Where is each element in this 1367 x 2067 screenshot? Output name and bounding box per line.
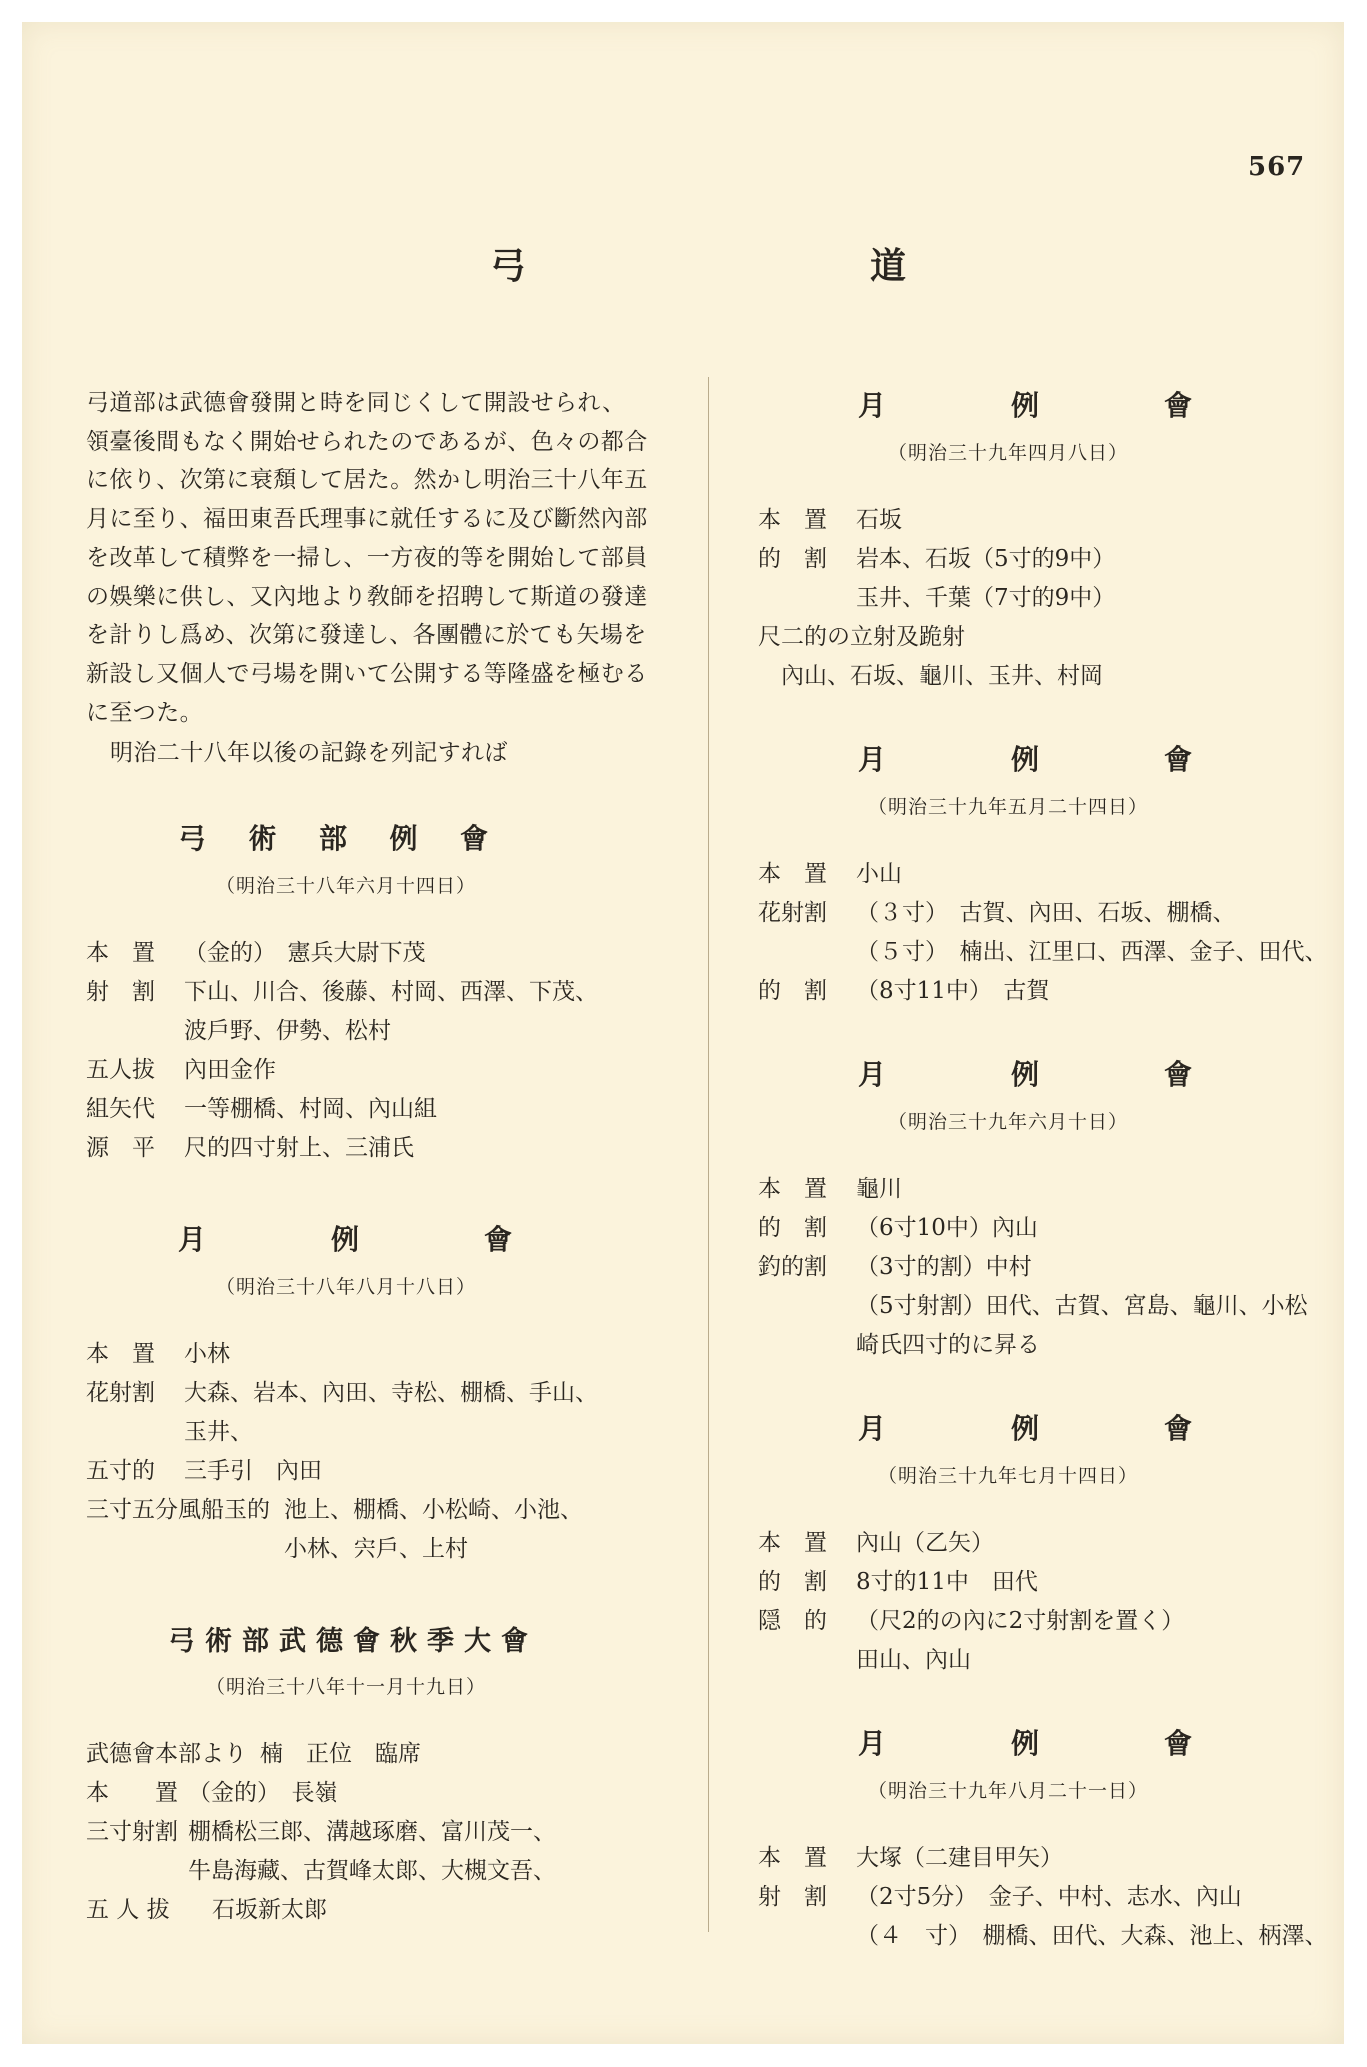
entry-key: 隠 的 bbox=[758, 1608, 827, 1634]
entry-row bbox=[86, 1813, 692, 1852]
entry-row bbox=[86, 1491, 692, 1530]
section-heading bbox=[178, 817, 488, 857]
entry-key bbox=[86, 1413, 184, 1452]
left-sections bbox=[86, 817, 692, 1930]
entry-row bbox=[758, 1839, 1330, 1878]
entry-text: 尺二的の立射及跪射 bbox=[758, 624, 965, 650]
section bbox=[758, 1407, 1330, 1680]
entry-key: 武德會本部より bbox=[86, 1741, 247, 1768]
intro-line: 月に至り、福田東吾氏理事に就任するに及び斷然內部 bbox=[86, 506, 648, 533]
entry-row bbox=[86, 1374, 692, 1413]
entry-value: （5寸射割）田代、古賀、宮島、龜川、小松 bbox=[856, 1293, 1308, 1319]
entry-key: 本 置 bbox=[758, 1530, 827, 1556]
entry-row bbox=[758, 894, 1330, 933]
section-heading-char: 會 bbox=[1163, 1727, 1192, 1760]
section-entries bbox=[86, 934, 692, 1168]
entry-value: 牛島海藏、古賀峰太郞、大槻文吾、 bbox=[188, 1858, 556, 1885]
section-heading bbox=[858, 1722, 1192, 1762]
entry-row bbox=[758, 618, 1330, 657]
entry-value: （金的） 憲兵大尉下茂 bbox=[184, 940, 426, 967]
section-entries bbox=[86, 1735, 692, 1930]
section-date: （明治三十九年四月八日） bbox=[887, 442, 1128, 464]
section-date: （明治三十九年五月二十四日） bbox=[867, 796, 1148, 818]
entry-key: 釣的割 bbox=[758, 1254, 827, 1280]
entry-key bbox=[758, 933, 856, 972]
entry-value: 大森、岩本、內田、寺松、棚橋、手山、 bbox=[184, 1380, 598, 1407]
section-heading bbox=[168, 1619, 528, 1658]
intro-line: に至つた。 bbox=[86, 699, 203, 726]
entry-value: 內田金作 bbox=[184, 1057, 276, 1084]
section-heading-char: 例 bbox=[1010, 1412, 1039, 1445]
entry-value: 池上、棚橋、小松崎、小池、 bbox=[284, 1497, 583, 1524]
entry-value: （6寸10中）內山 bbox=[856, 1215, 1038, 1241]
intro-line: の娛樂に供し、又內地より敎師を招聘して斯道の發達 bbox=[86, 583, 648, 610]
entry-key: 五寸的 bbox=[86, 1458, 155, 1485]
entry-key: 三寸五分風船玉的 bbox=[86, 1497, 270, 1524]
left-column bbox=[86, 384, 692, 1930]
page-number: 567 bbox=[1248, 152, 1306, 182]
intro-line: 領臺後間もなく開始せられたのであるが、色々の都合 bbox=[86, 428, 648, 455]
section-entries bbox=[758, 1524, 1330, 1680]
entry-row bbox=[758, 1248, 1330, 1287]
entry-row bbox=[86, 1335, 692, 1374]
section-date: （明治三十八年八月十八日） bbox=[215, 1276, 476, 1299]
entry-value: 石坂新太郞 bbox=[212, 1897, 327, 1924]
entry-value: （４ 寸） 棚橋、田代、大森、池上、柄澤、 bbox=[856, 1923, 1328, 1949]
entry-value: 岩本、石坂（5寸的9中） bbox=[856, 546, 1116, 572]
entry-value: 下山、川合、後藤、村岡、西澤、下茂、 bbox=[184, 979, 598, 1006]
intro-line: 弓道部は武德會發開と時を同じくして開設せられ、 bbox=[86, 390, 626, 416]
entry-row bbox=[86, 1012, 692, 1051]
entry-row bbox=[86, 1891, 692, 1930]
entry-value: 小山 bbox=[856, 861, 902, 887]
section-entries bbox=[758, 501, 1330, 696]
entry-key: 的 割 bbox=[758, 546, 827, 572]
entry-row bbox=[758, 579, 1330, 618]
entry-value: 玉井、 bbox=[184, 1419, 253, 1446]
entry-row bbox=[86, 934, 692, 973]
section-heading-char: 月 bbox=[858, 389, 887, 422]
entry-row bbox=[758, 1524, 1330, 1563]
entry-row bbox=[86, 1413, 692, 1452]
entry-value: 內山（乙矢） bbox=[856, 1530, 994, 1556]
section-heading-char: 大 bbox=[464, 1626, 491, 1658]
entry-key: 射 割 bbox=[758, 1884, 827, 1910]
entry-text: 內山、石坂、龜川、玉井、村岡 bbox=[758, 663, 1103, 689]
section-heading-char: 術 bbox=[248, 822, 277, 856]
section-heading-char: 弓 bbox=[178, 822, 207, 856]
entry-row bbox=[86, 1852, 692, 1891]
section-heading-char: 會 bbox=[483, 1223, 512, 1257]
entry-row bbox=[86, 1051, 692, 1090]
right-column bbox=[758, 384, 1330, 1956]
section-heading bbox=[858, 738, 1192, 778]
entry-key: 本 置 bbox=[86, 940, 155, 967]
section-entries bbox=[758, 855, 1330, 1011]
section-entries bbox=[86, 1335, 692, 1569]
entry-row bbox=[758, 1878, 1330, 1917]
page-title-right: 道 bbox=[870, 245, 907, 287]
entry-value: 崎氏四寸的に昇る bbox=[856, 1332, 1040, 1358]
section-heading-char: 例 bbox=[1010, 743, 1039, 776]
section bbox=[758, 1722, 1330, 1956]
section bbox=[86, 1218, 692, 1569]
entry-key: 的 割 bbox=[758, 978, 827, 1004]
section-heading-char: 秋 bbox=[390, 1626, 417, 1658]
entry-key: 的 割 bbox=[758, 1569, 827, 1595]
intro-line: を計りし爲め、次第に發達し、各團體に於ても矢場を bbox=[86, 622, 647, 649]
entry-key bbox=[758, 1287, 856, 1326]
entry-key: 源 平 bbox=[86, 1135, 155, 1162]
section-heading-char: 會 bbox=[1163, 1058, 1192, 1091]
section bbox=[758, 738, 1330, 1011]
section-heading-char: 月 bbox=[858, 1412, 887, 1445]
section bbox=[758, 384, 1330, 696]
entry-value: 一等棚橋、村岡、內山組 bbox=[184, 1096, 437, 1123]
section-heading-char: 例 bbox=[330, 1223, 359, 1257]
entry-row bbox=[758, 1563, 1330, 1602]
section-date: （明治三十九年七月十四日） bbox=[877, 1465, 1138, 1487]
section bbox=[86, 1619, 692, 1930]
entry-row bbox=[758, 1602, 1330, 1641]
entry-row bbox=[86, 1530, 692, 1569]
section-heading-char: 術 bbox=[205, 1626, 232, 1658]
entry-row bbox=[758, 972, 1330, 1011]
section-heading bbox=[178, 1218, 512, 1258]
section-entries bbox=[758, 1839, 1330, 1956]
section-heading-char: 月 bbox=[858, 743, 887, 776]
entry-row bbox=[86, 973, 692, 1012]
section-heading bbox=[858, 384, 1192, 424]
column-divider bbox=[708, 377, 709, 1932]
entry-key bbox=[86, 1530, 284, 1569]
entry-key bbox=[758, 1641, 856, 1680]
entry-key bbox=[86, 1852, 188, 1891]
section-heading-char: 月 bbox=[858, 1727, 887, 1760]
section-heading-char: 會 bbox=[459, 822, 488, 856]
entry-key: 的 割 bbox=[758, 1215, 827, 1241]
section-heading-char: 例 bbox=[1010, 389, 1039, 422]
document-page bbox=[22, 22, 1344, 2044]
intro-line: に依り、次第に衰頽して居た。然かし明治三十八年五 bbox=[86, 467, 648, 494]
entry-value: （2寸5分） 金子、中村、志水、內山 bbox=[856, 1884, 1242, 1910]
entry-key: 本 置 bbox=[758, 1845, 827, 1871]
entry-row bbox=[86, 1735, 692, 1774]
entry-key: 花射割 bbox=[758, 900, 827, 926]
page-title-left: 弓 bbox=[490, 245, 527, 287]
entry-row bbox=[758, 855, 1330, 894]
entry-value: （3寸的割）中村 bbox=[856, 1254, 1032, 1280]
section-heading-char: 部 bbox=[242, 1626, 269, 1658]
section-heading bbox=[858, 1407, 1192, 1447]
intro-closing: 明治二十八年以後の記錄を列記すれば bbox=[110, 740, 508, 767]
section-date: （明治三十八年十一月十九日） bbox=[205, 1676, 486, 1699]
section-heading-char: 會 bbox=[353, 1626, 380, 1658]
entry-value: （金的） 長嶺 bbox=[188, 1780, 338, 1807]
right-sections bbox=[758, 384, 1330, 1956]
entry-row bbox=[758, 1287, 1330, 1326]
entry-key: 五人拔 bbox=[86, 1057, 155, 1084]
intro-line: 新設し又個人で弓場を開いて公開する等隆盛を極むる bbox=[86, 660, 648, 687]
entry-key: 本 置 bbox=[86, 1341, 155, 1368]
entry-value: 大塚（二建目甲矢） bbox=[856, 1845, 1063, 1871]
section-heading bbox=[858, 1053, 1192, 1093]
section-heading-char: 會 bbox=[501, 1626, 528, 1658]
entry-key: 本 置 bbox=[758, 861, 827, 887]
entry-key: 五 人 拔 bbox=[86, 1897, 170, 1924]
entry-key: 射 割 bbox=[86, 979, 155, 1006]
entry-row bbox=[758, 657, 1330, 696]
entry-row bbox=[758, 933, 1330, 972]
section-heading-char: 月 bbox=[858, 1058, 887, 1091]
entry-key bbox=[758, 579, 856, 618]
section-heading-char: 例 bbox=[389, 822, 418, 856]
entry-key bbox=[758, 1326, 856, 1365]
intro-paragraph bbox=[86, 384, 692, 773]
entry-row bbox=[86, 1090, 692, 1129]
entry-key: 本 置 bbox=[86, 1780, 178, 1807]
section-date: （明治三十九年八月二十一日） bbox=[867, 1780, 1148, 1802]
entry-value: 尺的四寸射上、三浦氏 bbox=[184, 1135, 414, 1162]
entry-value: 小林、宍戶、上村 bbox=[284, 1536, 468, 1563]
section-heading-char: 會 bbox=[1163, 389, 1192, 422]
entry-row bbox=[758, 501, 1330, 540]
section-date: （明治三十八年六月十四日） bbox=[215, 875, 476, 898]
entry-value: （8寸11中） 古賀 bbox=[856, 978, 1050, 1004]
entry-value: 楠 正位 臨席 bbox=[260, 1741, 421, 1768]
entry-key: 本 置 bbox=[758, 1176, 827, 1202]
entry-value: 玉井、千葉（7寸的9中） bbox=[856, 585, 1116, 611]
entry-value: 石坂 bbox=[856, 507, 902, 533]
entry-key: 三寸射割 bbox=[86, 1819, 178, 1846]
section-heading-char: 會 bbox=[1163, 743, 1192, 776]
entry-row bbox=[86, 1129, 692, 1168]
entry-row bbox=[758, 1641, 1330, 1680]
entry-row bbox=[758, 540, 1330, 579]
entry-row bbox=[86, 1452, 692, 1491]
section-heading-char: 例 bbox=[1010, 1727, 1039, 1760]
section-heading-char: 武 bbox=[279, 1626, 306, 1658]
entry-value: 8寸的11中 田代 bbox=[856, 1569, 1038, 1595]
section-date: （明治三十九年六月十日） bbox=[887, 1111, 1128, 1133]
entry-key: 花射割 bbox=[86, 1380, 155, 1407]
entry-value: 棚橋松三郞、溝越琢磨、富川茂一、 bbox=[188, 1819, 556, 1846]
section-heading-char: 季 bbox=[427, 1626, 454, 1658]
entry-row bbox=[758, 1170, 1330, 1209]
entry-key bbox=[86, 1012, 184, 1051]
entry-row bbox=[86, 1774, 692, 1813]
entry-row bbox=[758, 1917, 1330, 1956]
entry-value: 龜川 bbox=[856, 1176, 902, 1202]
entry-key: 本 置 bbox=[758, 507, 827, 533]
entry-value: 田山、內山 bbox=[856, 1647, 971, 1673]
entry-value: （５寸） 楠出、江里口、西澤、金子、田代、 bbox=[856, 939, 1328, 965]
section-heading-char: 德 bbox=[316, 1626, 343, 1658]
entry-value: 波戶野、伊勢、松村 bbox=[184, 1018, 391, 1045]
section-entries bbox=[758, 1170, 1330, 1365]
section-heading-char: 例 bbox=[1010, 1058, 1039, 1091]
entry-row bbox=[758, 1326, 1330, 1365]
entry-row bbox=[758, 1209, 1330, 1248]
entry-value: （尺2的の內に2寸射割を置く） bbox=[856, 1608, 1185, 1634]
entry-value: 小林 bbox=[184, 1341, 230, 1368]
entry-value: 三手引 內田 bbox=[184, 1458, 322, 1485]
intro-line: を改革して積弊を一掃し、一方夜的等を開始して部員 bbox=[86, 544, 648, 571]
section-heading-char: 部 bbox=[318, 822, 347, 856]
entry-key: 組矢代 bbox=[86, 1096, 155, 1123]
entry-key bbox=[758, 1917, 856, 1956]
section-heading-char: 弓 bbox=[168, 1626, 195, 1658]
section-heading-char: 月 bbox=[178, 1223, 207, 1257]
section-heading-char: 會 bbox=[1163, 1412, 1192, 1445]
section bbox=[86, 817, 692, 1168]
section bbox=[758, 1053, 1330, 1365]
entry-value: （３寸） 古賀、內田、石坂、棚橋、 bbox=[856, 900, 1236, 926]
